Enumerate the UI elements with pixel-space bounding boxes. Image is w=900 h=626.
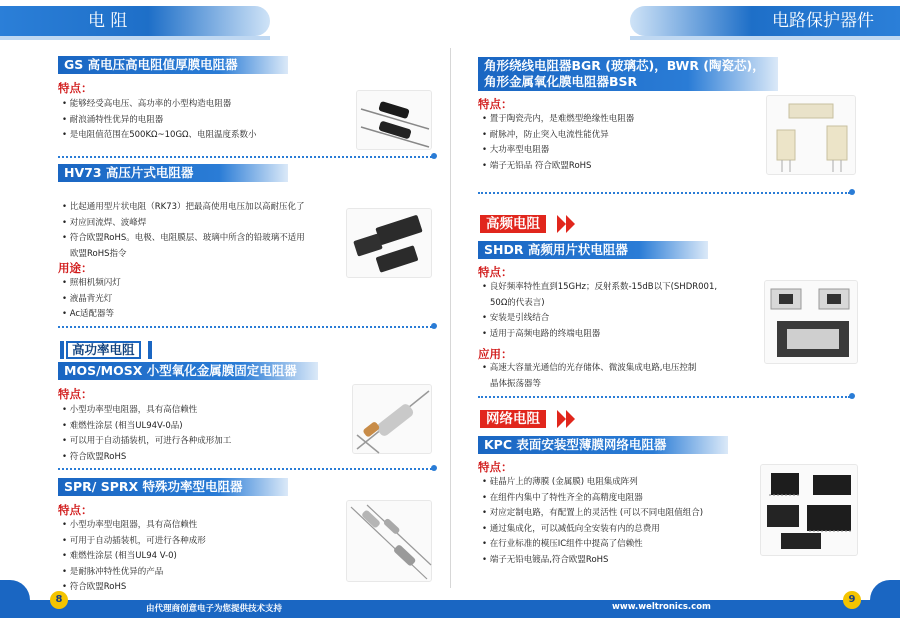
list-item: • 良好频率特性直到15GHz；反射系数-15dB以下(SHDR001,	[482, 280, 717, 296]
list-item: • 难燃性涂层 (相当UL94 V-0)	[62, 549, 206, 565]
gs-divider-dots	[58, 156, 432, 158]
list-item: • 是电阻值范围在500KΩ~10GΩ、电阻温度系数小	[62, 128, 257, 144]
page-number-left: 8	[50, 591, 68, 609]
mos-feature-label: 特点：	[58, 387, 93, 401]
shdr-use-list	[482, 361, 696, 392]
bgr-feature-list	[482, 112, 634, 174]
list-item: • 能够经受高电压、高功率的小型构造电阻器	[62, 97, 257, 113]
high-power-category	[66, 341, 141, 359]
list-item: • 端子无铅电镀品,符合欧盟RoHS	[482, 553, 703, 569]
right-header-strip	[630, 36, 900, 40]
list-item: • 高速大容量光通信的光存储体、微波集成电路,电压控制	[482, 361, 696, 377]
bgr-product-photo	[766, 95, 856, 175]
spr-resistor-image	[347, 501, 433, 583]
gs-product-photo	[356, 90, 432, 150]
chevron-right-icon	[566, 215, 575, 233]
gs-divider-end	[431, 153, 437, 159]
list-item: • 硅晶片上的薄膜 (金属膜) 电阻集成阵列	[482, 475, 703, 491]
kpc-feature-label: 特点：	[478, 460, 513, 474]
spr-title: SPR/ SPRX 特殊功率型电阻器	[64, 479, 243, 494]
footer-bar	[0, 600, 900, 618]
left-header-title: 电 阻	[88, 11, 128, 31]
shdr-divider-dots	[478, 396, 850, 398]
kpc-ic-image	[761, 465, 859, 557]
list-item: • Ac适配器等	[62, 307, 121, 323]
list-item: 欧盟RoHS指令	[70, 248, 127, 259]
shdr-feature-label: 特点：	[478, 265, 513, 279]
list-item: • 对应定制电路，有配置上的灵活性 (可以不同电阻值组合)	[482, 506, 703, 522]
list-item: • 符合欧盟RoHS	[62, 580, 206, 596]
bgr-feature-label: 特点：	[478, 97, 513, 111]
list-item: • 难燃性涂层 (相当UL94V-0品)	[62, 419, 231, 435]
mos-divider-dots	[58, 468, 432, 470]
shdr-divider-end	[849, 393, 855, 399]
chevron-right-icon	[557, 410, 566, 428]
category-marker	[60, 341, 64, 359]
shdr-title-bar	[478, 241, 708, 259]
left-header-tab	[0, 6, 270, 36]
mos-title: MOS/MOSX 小型氧化金属膜固定电阻器	[64, 363, 297, 378]
mos-divider-end	[431, 465, 437, 471]
list-item: • 符合欧盟RoHS。电极、电阻膜层、玻璃中所含的铅玻璃不适用	[62, 231, 305, 247]
footer-right-text[interactable]: www.weltronics.com	[612, 602, 711, 612]
list-item: • 对应回流焊、波峰焊	[62, 216, 305, 232]
page-number-right: 9	[843, 591, 861, 609]
network-category-label: 网络电阻	[486, 411, 540, 427]
list-item: • 液晶背光灯	[62, 292, 121, 308]
gs-title: GS 高电压高电阻值厚膜电阻器	[64, 57, 238, 72]
spr-title-bar	[58, 478, 288, 496]
mos-product-photo	[352, 384, 432, 454]
kpc-title: KPC 表面安装型薄膜网络电阻器	[484, 437, 667, 452]
hv73-use-label: 用途：	[58, 261, 93, 275]
list-item: • 比起通用型片状电阻（RK73）把最高使用电压加以高耐压化了	[62, 200, 305, 216]
list-item: • 小型功率型电阻器，具有高信赖性	[62, 518, 206, 534]
list-item: • 在行业标准的模压IC组件中提高了信赖性	[482, 537, 703, 553]
list-item: • 置于陶瓷壳内，是难燃型绝缘性电阻器	[482, 112, 634, 128]
left-header-strip	[0, 36, 270, 40]
shdr-product-photo	[764, 280, 858, 364]
hv73-divider-dots	[58, 326, 432, 328]
high-frequency-category-label: 高频电阻	[486, 216, 540, 232]
mos-feature-list	[62, 403, 231, 465]
bgr-divider-dots	[478, 192, 850, 194]
gs-resistor-image	[357, 91, 433, 151]
bgr-title-line2: 角形金属氧化膜电阻器BSR	[484, 74, 638, 89]
list-item: • 适用于高频电路的终端电阻器	[482, 327, 717, 343]
list-item: • 在组件内集中了特性齐全的高精度电阻器	[482, 491, 703, 507]
kpc-feature-list	[482, 475, 703, 568]
spr-product-photo	[346, 500, 432, 582]
spr-feature-label: 特点：	[58, 503, 93, 517]
shdr-feature-list	[482, 280, 717, 342]
list-item: • 安装是引线结合	[482, 311, 717, 327]
list-item: 晶体振荡器等	[490, 378, 542, 389]
right-header-tab	[630, 6, 900, 36]
hv73-use-list	[62, 276, 121, 323]
list-item: • 通过集成化，可以减低向全安装有内的总费用	[482, 522, 703, 538]
hv73-product-photo	[346, 208, 432, 278]
right-header-title: 电路保护器件	[772, 11, 874, 31]
gs-feature-label: 特点：	[58, 81, 93, 95]
list-item: • 小型功率型电阻器，具有高信赖性	[62, 403, 231, 419]
list-item: • 可用于自动插装机，可进行各种成形	[62, 534, 206, 550]
footer-left-text: 由代理商创意电子为您提供技术支持	[146, 604, 283, 614]
hv73-title: HV73 高压片式电阻器	[64, 165, 194, 180]
bgr-divider-end	[849, 189, 855, 195]
gs-title-bar	[58, 56, 288, 74]
hv73-chip-image	[347, 209, 433, 279]
list-item: • 耐脉冲，防止突入电流性能优异	[482, 128, 634, 144]
shdr-use-label: 应用：	[478, 347, 513, 361]
kpc-title-bar	[478, 436, 728, 454]
bgr-ceramic-image	[767, 96, 857, 176]
kpc-product-photo	[760, 464, 858, 556]
list-item: • 照相机频闪灯	[62, 276, 121, 292]
list-item: 50Ω的代表言)	[490, 297, 545, 308]
shdr-title: SHDR 高频用片状电阻器	[484, 242, 628, 257]
list-item: • 耐浪涌特性优异的电阻器	[62, 113, 257, 129]
list-item: • 端子无铅品 符合欧盟RoHS	[482, 159, 634, 175]
hv73-feature-list	[62, 200, 305, 262]
page-divider	[450, 48, 451, 588]
list-item: • 符合欧盟RoHS	[62, 450, 231, 466]
category-marker	[148, 341, 152, 359]
mos-title-bar	[58, 362, 318, 380]
high-frequency-category	[480, 215, 546, 233]
bgr-title-bar	[478, 57, 778, 91]
list-item: • 大功率型电阻器	[482, 143, 634, 159]
shdr-chip-image	[765, 281, 859, 365]
gs-feature-list	[62, 97, 257, 144]
mos-resistor-image	[353, 385, 433, 455]
spr-feature-list	[62, 518, 206, 596]
list-item: • 可以用于自动插装机，可进行各种成形加工	[62, 434, 231, 450]
chevron-right-icon	[557, 215, 566, 233]
list-item: • 是耐脉冲特性优异的产品	[62, 565, 206, 581]
bgr-title-line1: 角形绕线电阻器BGR (玻璃芯)，BWR (陶瓷芯)，	[484, 58, 765, 73]
hv73-title-bar	[58, 164, 288, 182]
hv73-divider-end	[431, 323, 437, 329]
network-category	[480, 410, 546, 428]
chevron-right-icon	[566, 410, 575, 428]
high-power-category-label: 高功率电阻	[72, 342, 135, 357]
